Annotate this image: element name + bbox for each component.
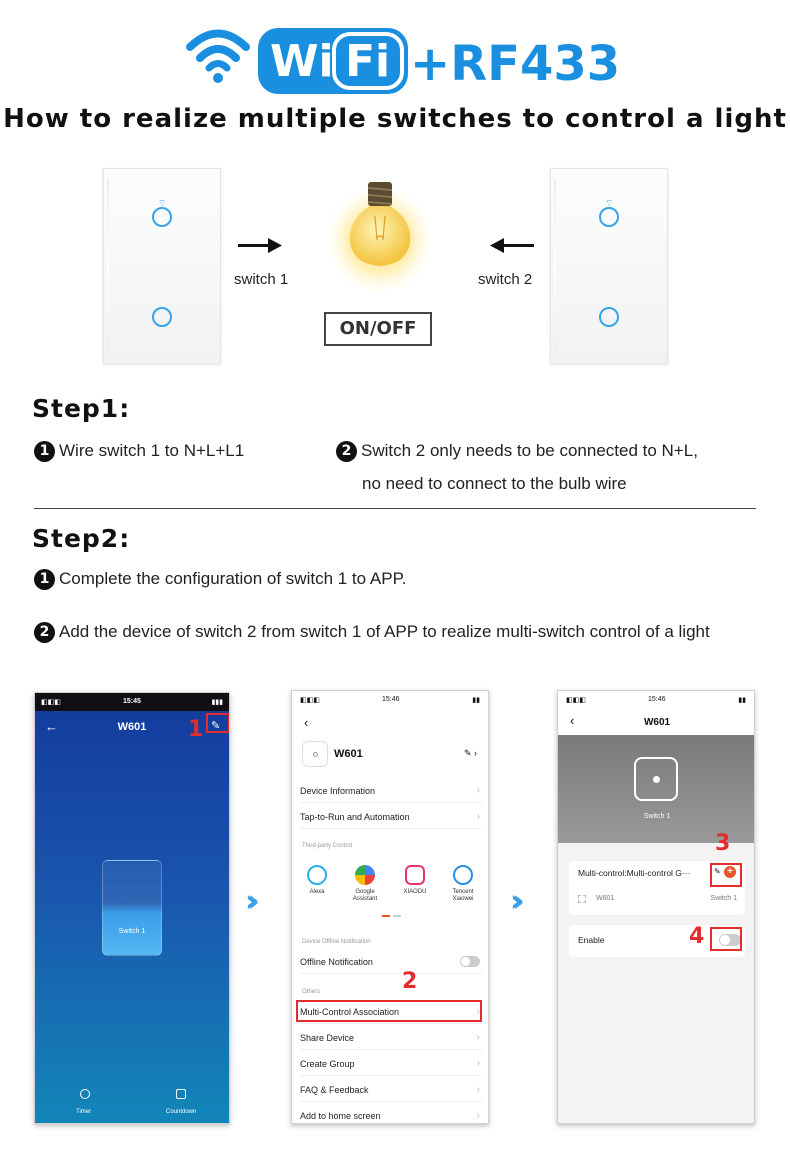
- countdown-icon[interactable]: [176, 1089, 186, 1099]
- callout-number-1: 1: [188, 717, 204, 742]
- wifi-signal-icon: [190, 34, 246, 69]
- add-highlight-box: [710, 863, 742, 887]
- page-headline: How to realize multiple switches to control a light: [3, 104, 787, 134]
- back-chevron-icon[interactable]: ‹: [570, 713, 575, 728]
- row-add-home-screen[interactable]: [300, 1104, 482, 1124]
- row-label: Create Group: [300, 1059, 355, 1069]
- phone-screenshot-1: [34, 692, 230, 1124]
- touch-button-top: [599, 207, 619, 227]
- status-icons: ◧◧◧: [300, 697, 320, 704]
- wifi-signal-dot: [213, 73, 223, 83]
- chevron-right-icon: ›: [476, 1084, 480, 1095]
- step2-item-1: [34, 569, 406, 590]
- app-label: Assistant: [352, 896, 378, 902]
- status-bar: [35, 693, 229, 711]
- callout-number-2: 2: [402, 969, 418, 994]
- battery-icon: ▮▮: [738, 697, 746, 704]
- chevron-right-icon: ›: [476, 785, 480, 796]
- linked-device-icon: [578, 895, 586, 903]
- countdown-label: Countdown: [166, 1109, 197, 1115]
- back-chevron-icon[interactable]: ‹: [304, 715, 309, 730]
- logo-fi-text: Fi: [345, 36, 391, 87]
- edit-pencil-icon[interactable]: ✎: [714, 867, 721, 876]
- section-offline: Device Offline Notification: [302, 939, 371, 945]
- device-title: W601: [117, 721, 147, 733]
- timer-label: Timer: [76, 1109, 92, 1115]
- callout-number-3: 3: [715, 831, 731, 856]
- step2-title: Step2:: [32, 524, 131, 553]
- status-bar: [558, 691, 754, 709]
- step2-item-1-text: Complete the configuration of switch 1 to APP.: [59, 569, 407, 588]
- section-third-party: Third-party Control: [302, 843, 353, 849]
- app-tencent-xiaowei[interactable]: [441, 865, 485, 903]
- light-bulb-icon: [320, 168, 440, 292]
- edit-highlight-box: [206, 713, 230, 733]
- number-badge: 2: [34, 622, 55, 643]
- logo-wi-text: Wi: [270, 36, 334, 87]
- number-badge: 1: [34, 569, 55, 590]
- row-label: Share Device: [300, 1033, 355, 1043]
- number-badge: 1: [34, 441, 55, 462]
- status-icons: ◧◧◧: [566, 697, 586, 704]
- touch-button-top: [152, 207, 172, 227]
- phone-screenshot-3: [557, 690, 755, 1124]
- section-others: Others: [302, 989, 321, 995]
- app-label: XIAODU: [403, 889, 427, 895]
- arrow-left-line: [500, 244, 534, 247]
- row-label: FAQ & Feedback: [300, 1085, 369, 1095]
- row-label: Add to home screen: [300, 1111, 381, 1121]
- status-time: 15:45: [123, 698, 141, 705]
- device-switch-label: Switch 1: [643, 813, 671, 820]
- row-faq-feedback[interactable]: [300, 1078, 482, 1102]
- chevron-right-icon: ›: [476, 1058, 480, 1069]
- app-label: Alexa: [309, 889, 325, 895]
- app-label: Google: [355, 889, 375, 895]
- status-bar: [292, 691, 488, 709]
- app-label: Tencent: [452, 889, 474, 895]
- timer-icon[interactable]: [80, 1089, 90, 1099]
- callout-number-4: 4: [689, 924, 705, 949]
- row-share-device[interactable]: [300, 1026, 482, 1050]
- add-plus-icon[interactable]: +: [724, 866, 736, 878]
- switch-1-caption: switch 1: [234, 271, 289, 288]
- device-preview: [558, 735, 755, 843]
- switch-2-caption: switch 2: [478, 271, 533, 288]
- switch-panel-2: [550, 168, 668, 364]
- logo-rf433-text: +RF433: [410, 36, 621, 92]
- arrow-left-icon: [490, 238, 504, 253]
- section-divider: [34, 508, 756, 509]
- switch-panel-1: [103, 168, 221, 364]
- chevron-right-icon: ›: [476, 811, 480, 822]
- step1-item-2-line-2: no need to connect to the bulb wire: [362, 474, 627, 493]
- screen-title: W601: [643, 717, 671, 728]
- app-google-assistant[interactable]: [343, 865, 387, 903]
- row-label: Device Information: [300, 786, 376, 796]
- chevron-right-icon: ›: [476, 1032, 480, 1043]
- row-label: Multi-Control Association: [300, 1007, 400, 1017]
- linked-device-switch: Switch 1: [710, 895, 737, 902]
- page-indicator: [382, 915, 390, 917]
- row-tap-to-run[interactable]: [300, 805, 482, 829]
- phone-screenshot-2: [291, 690, 489, 1124]
- device-switch-icon: [634, 757, 678, 801]
- linked-device-name: W601: [596, 895, 615, 902]
- step2-item-2-text: Add the device of switch 2 from switch 1 of APP to realize multi-switch control of a light: [59, 622, 710, 641]
- page-indicator: [393, 915, 401, 917]
- device-icon: [302, 741, 328, 767]
- battery-icon: ▮▮▮: [211, 699, 223, 706]
- step1-item-1-text: Wire switch 1 to N+L+L1: [59, 441, 245, 460]
- status-icons: ◧◧◧: [41, 699, 61, 706]
- chevron-right-icon: ››: [245, 884, 250, 919]
- step2-item-2: [34, 622, 710, 643]
- app-alexa[interactable]: [295, 865, 339, 896]
- on-off-label: ON/OFF: [324, 312, 432, 346]
- row-create-group[interactable]: [300, 1052, 482, 1076]
- battery-icon: ▮▮: [472, 697, 480, 704]
- wifi-rf433-logo: [0, 10, 790, 100]
- step1-title: Step1:: [32, 394, 131, 423]
- touch-button-bottom: [599, 307, 619, 327]
- app-xiaodu[interactable]: [393, 865, 437, 896]
- arrow-right-icon: [268, 238, 282, 253]
- step1-item-2: [336, 441, 698, 462]
- enable-label: Enable: [578, 935, 605, 945]
- back-arrow-icon[interactable]: ←: [45, 719, 58, 734]
- wifi-indicator-icon: ⌔: [158, 198, 167, 208]
- edit-pencil-icon[interactable]: ✎: [211, 720, 221, 732]
- edit-pencil-icon[interactable]: ✎ ›: [464, 748, 478, 758]
- number-badge: 2: [336, 441, 357, 462]
- multi-control-group-label: Multi-control:Multi-control G···: [578, 868, 691, 878]
- screen-header: [558, 709, 755, 735]
- switch-tile-label: Switch 1: [118, 928, 146, 935]
- touch-button-bottom: [152, 307, 172, 327]
- step1-item-1: [34, 441, 244, 462]
- row-offline-notification[interactable]: [300, 950, 482, 974]
- chevron-right-icon: ››: [510, 884, 515, 919]
- status-time: 15:46: [382, 696, 400, 703]
- enable-highlight-box: [710, 927, 742, 951]
- chevron-right-icon: ›: [476, 1110, 480, 1121]
- switch-toggle-tile[interactable]: [102, 860, 162, 956]
- row-label: Offline Notification: [300, 957, 373, 967]
- row-label: Tap-to-Run and Automation: [300, 812, 410, 822]
- app-label: Xiaowei: [452, 896, 474, 902]
- offline-toggle[interactable]: [460, 956, 480, 967]
- wifi-indicator-icon: ⌔: [605, 198, 614, 208]
- chevron-right-icon: ›: [476, 1006, 480, 1017]
- step1-item-2-text: Switch 2 only needs to be connected to N+L,: [361, 441, 698, 460]
- status-time: 15:46: [648, 696, 666, 703]
- device-name: W601: [334, 748, 363, 760]
- multi-control-highlight-box: [296, 1000, 482, 1022]
- arrow-right-line: [238, 244, 272, 247]
- row-device-information[interactable]: [300, 779, 482, 803]
